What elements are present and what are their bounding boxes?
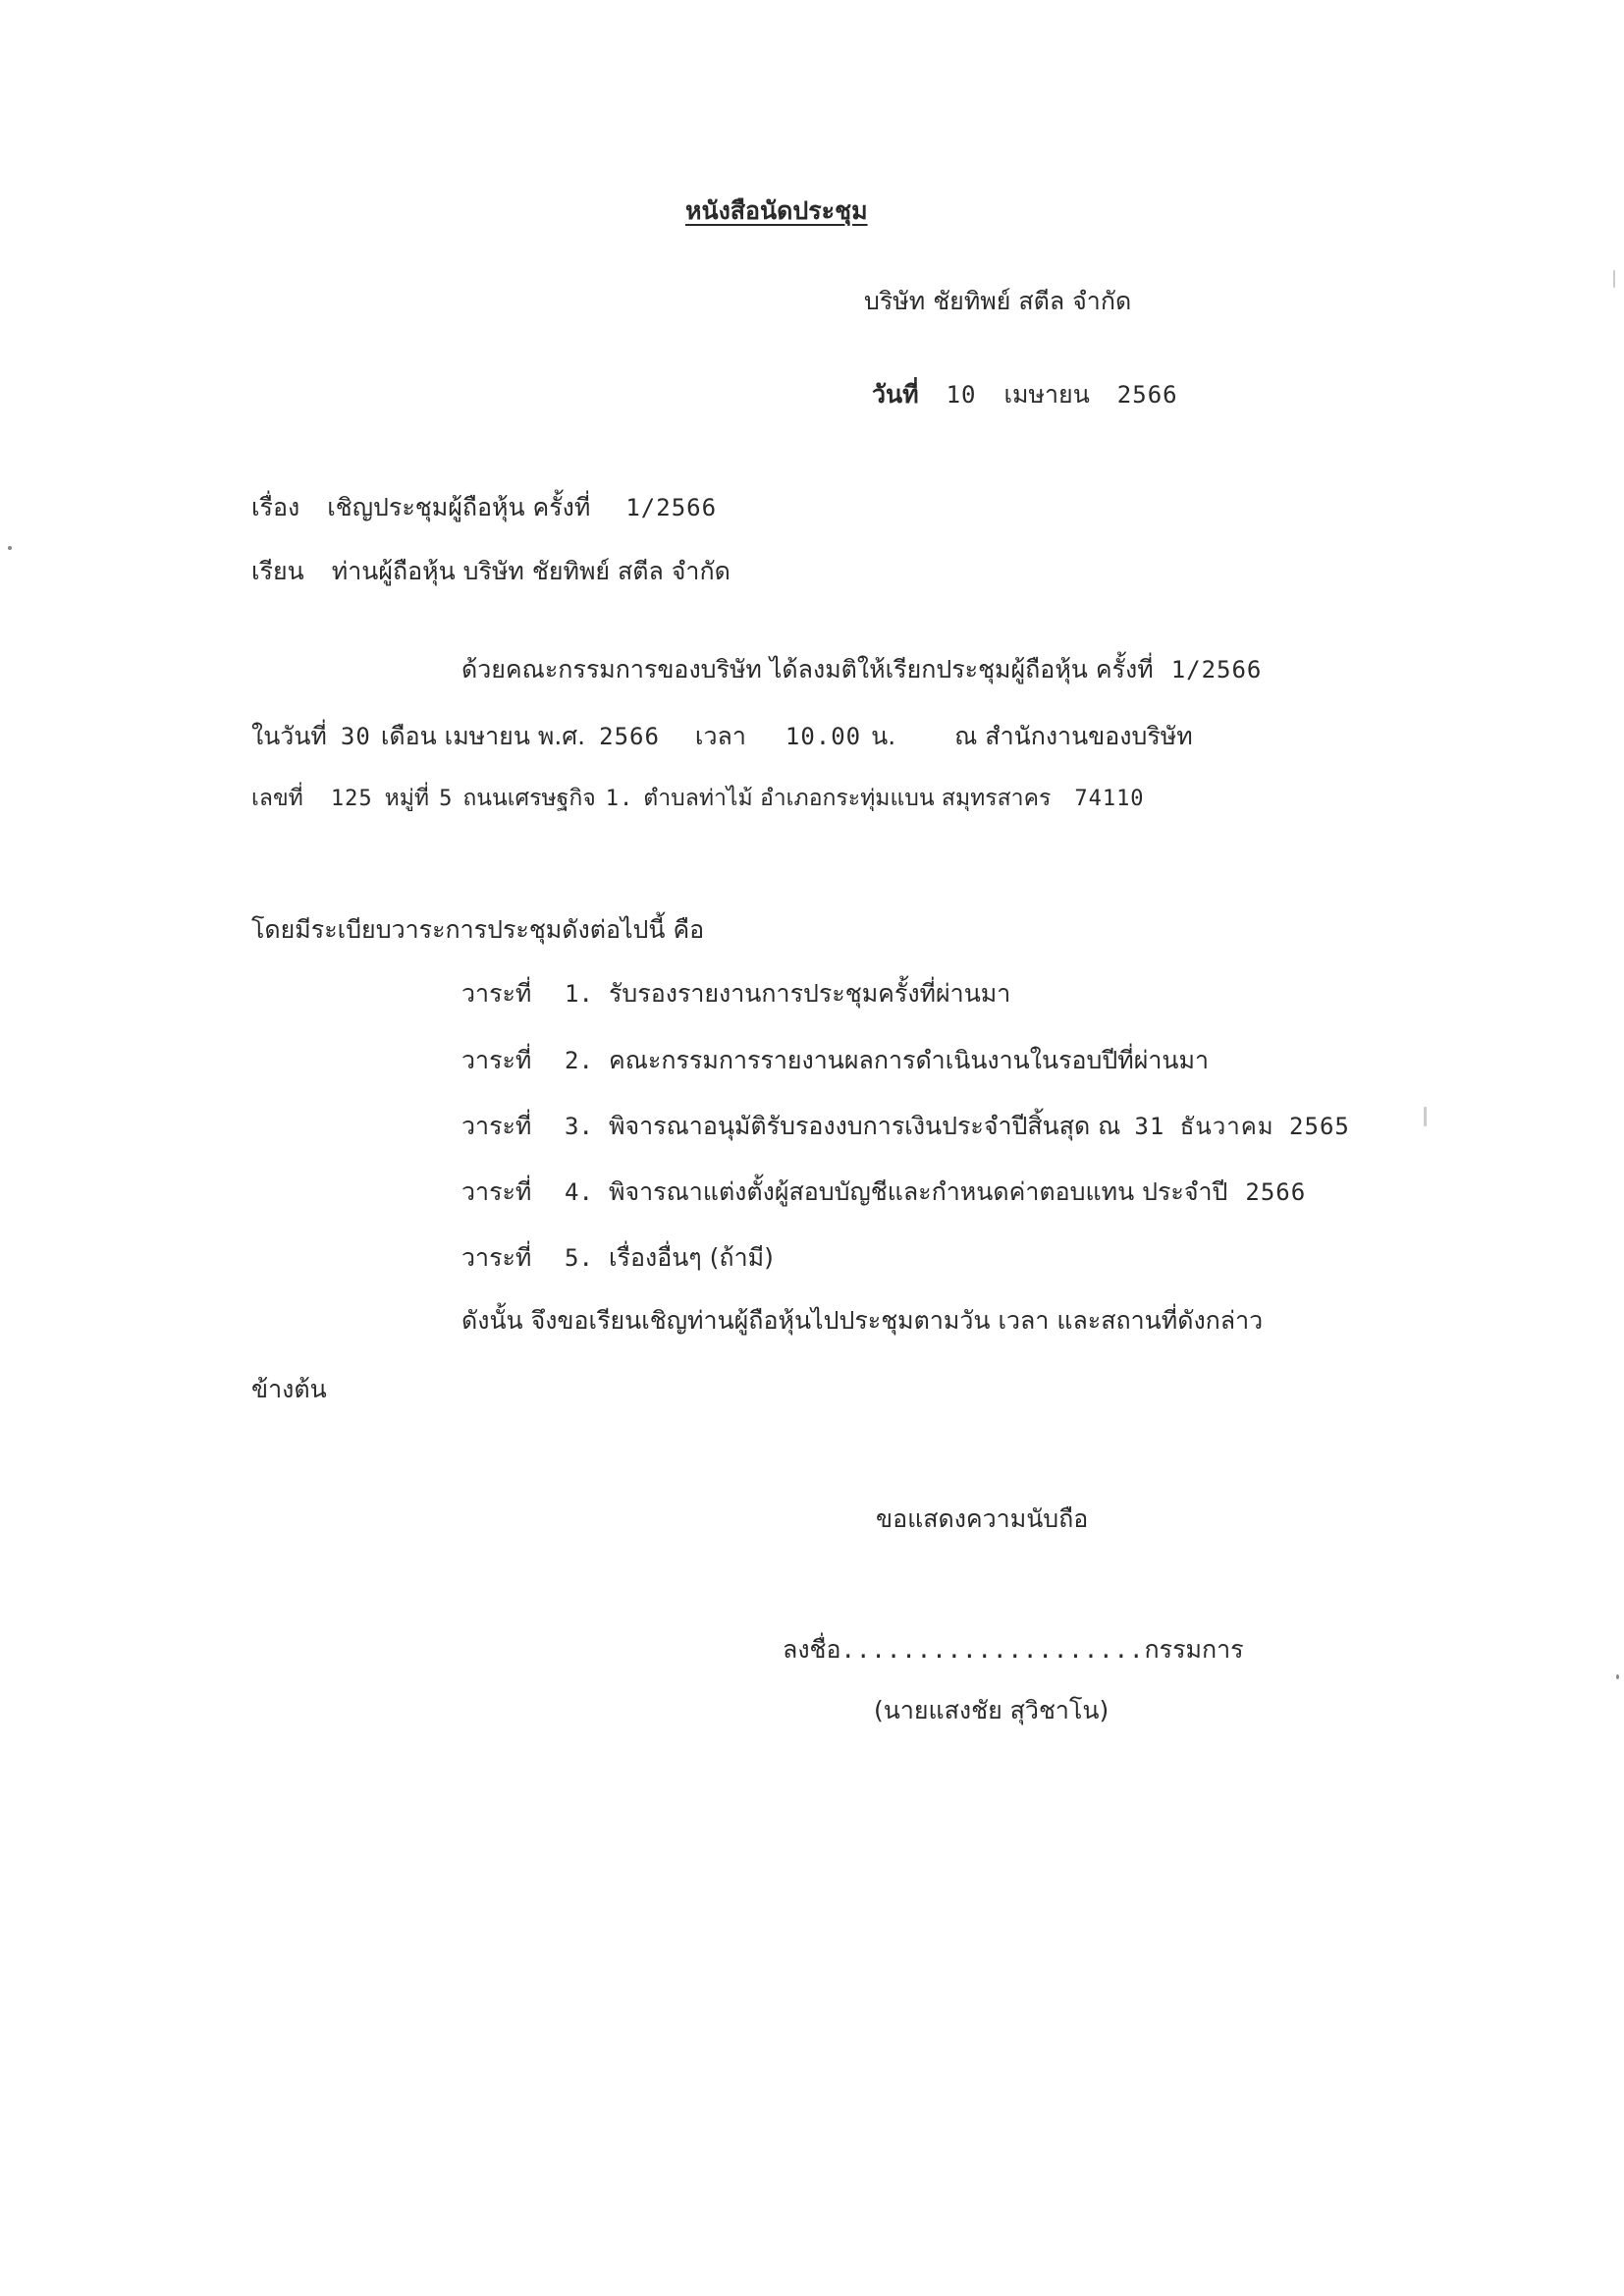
- date-year: 2566: [1116, 381, 1178, 409]
- signature-line: [783, 1633, 1244, 1667]
- agenda-number: 3.: [565, 1113, 593, 1140]
- body-month-label: เดือน เมษายน พ.ศ.: [380, 722, 586, 750]
- agenda-text: คณะกรรมการรายงานผลการดำเนินงานในรอบปีที่ผ่านมา: [609, 1046, 1210, 1074]
- document-date: [872, 378, 1178, 411]
- agenda-text: เรื่องอื่นๆ (ถ้ามี): [609, 1243, 774, 1272]
- address-moo: 5: [439, 787, 454, 811]
- body-meeting-time: 10.00: [785, 723, 862, 750]
- agenda-item: [461, 977, 1010, 1011]
- address-zip: 74110: [1074, 787, 1145, 811]
- body-location-label: ณ สำนักงานของบริษัท: [954, 722, 1193, 750]
- agenda-number: 2.: [565, 1047, 593, 1074]
- address-number: 125: [330, 787, 373, 811]
- document-title: หนังสือนัดประชุม: [685, 196, 868, 225]
- agenda-text: รับรองรายงานการประชุมครั้งที่ผ่านมา: [609, 979, 1011, 1008]
- scan-speck: [1424, 1107, 1427, 1126]
- body-line-1: [461, 653, 1262, 686]
- signature-dots: ....................: [840, 1636, 1145, 1664]
- agenda-text: พิจารณาอนุมัติรับรองงบการเงินประจำปีสิ้นสุด ณ: [609, 1112, 1121, 1140]
- address-road: ถนนเศรษฐกิจ: [462, 786, 596, 811]
- body-line-1-text: ด้วยคณะกรรมการของบริษัท ได้ลงมติให้เรียกประชุมผู้ถือหุ้น ครั้งที่: [461, 655, 1154, 683]
- scan-speck: [1616, 1674, 1619, 1679]
- closing-line-1: ดังนั้น จึงขอเรียนเชิญท่านผู้ถือหุ้นไปประชุมตามวัน เวลา และสถานที่ดังกล่าว: [461, 1306, 1264, 1335]
- agenda-label: วาระที่: [461, 979, 532, 1008]
- body-meeting-number: 1/2566: [1170, 656, 1263, 683]
- agenda-number: 5.: [565, 1244, 593, 1272]
- agenda-intro: โดยมีระเบียบวาระการประชุมดังต่อไปนี้ คือ: [251, 915, 705, 944]
- recipient-text: ท่านผู้ถือหุ้น บริษัท ชัยทิพย์ สตีล จำกัด: [331, 557, 731, 585]
- agenda-number: 4.: [565, 1178, 593, 1206]
- body-time-label: เวลา: [694, 722, 746, 750]
- address-moo-label: หมู่ที่: [384, 786, 430, 811]
- agenda-item: [461, 1044, 1209, 1077]
- signature-prefix: ลงชื่อ: [783, 1635, 841, 1664]
- date-label: วันที่: [872, 380, 919, 409]
- closing-line-2: ข้างต้น: [251, 1375, 327, 1403]
- body-line-2: [251, 720, 1193, 753]
- subject-line: [251, 491, 717, 524]
- recipient-line: [251, 555, 731, 588]
- date-day: 10: [946, 381, 977, 409]
- company-name: บริษัท ชัยทิพย์ สตีล จำกัด: [864, 287, 1132, 315]
- body-meeting-day: 30: [340, 723, 371, 750]
- agenda-item: [461, 1110, 1350, 1143]
- scan-speck: [8, 546, 12, 550]
- body-meeting-year: 2566: [599, 723, 660, 750]
- subject-label: เรื่อง: [251, 493, 300, 521]
- address-road-number: 1.: [605, 787, 634, 811]
- agenda-number: 1.: [565, 980, 593, 1008]
- address-label: เลขที่: [251, 786, 303, 811]
- agenda-item: [461, 1241, 774, 1275]
- date-month: เมษายน: [1003, 380, 1090, 409]
- regards: ขอแสดงความนับถือ: [876, 1504, 1089, 1533]
- scan-speck: [1613, 270, 1615, 288]
- address-locality: ตำบลท่าไม้ อำเภอกระทุ่มแบน สมุทรสาคร: [643, 786, 1052, 811]
- agenda-item: [461, 1175, 1306, 1209]
- body-date-label: ในวันที่: [251, 722, 327, 750]
- agenda-label: วาระที่: [461, 1177, 532, 1206]
- agenda-tail: 31 ธันวาคม 2565: [1134, 1113, 1350, 1140]
- agenda-tail: 2566: [1245, 1178, 1307, 1206]
- signatory-name: (นายแสงชัย สุวิชาโน): [874, 1696, 1110, 1724]
- agenda-label: วาระที่: [461, 1046, 532, 1074]
- body-line-3: [251, 782, 1145, 816]
- body-time-unit: น.: [871, 722, 896, 750]
- agenda-label: วาระที่: [461, 1243, 532, 1272]
- agenda-label: วาระที่: [461, 1112, 532, 1140]
- subject-number: 1/2566: [625, 494, 718, 521]
- agenda-text: พิจารณาแต่งตั้งผู้สอบบัญชีและกำหนดค่าตอบแทน ประจำปี: [609, 1177, 1228, 1206]
- subject-text: เชิญประชุมผู้ถือหุ้น ครั้งที่: [327, 493, 591, 521]
- signature-role: กรรมการ: [1144, 1635, 1244, 1664]
- recipient-label: เรียน: [251, 557, 304, 585]
